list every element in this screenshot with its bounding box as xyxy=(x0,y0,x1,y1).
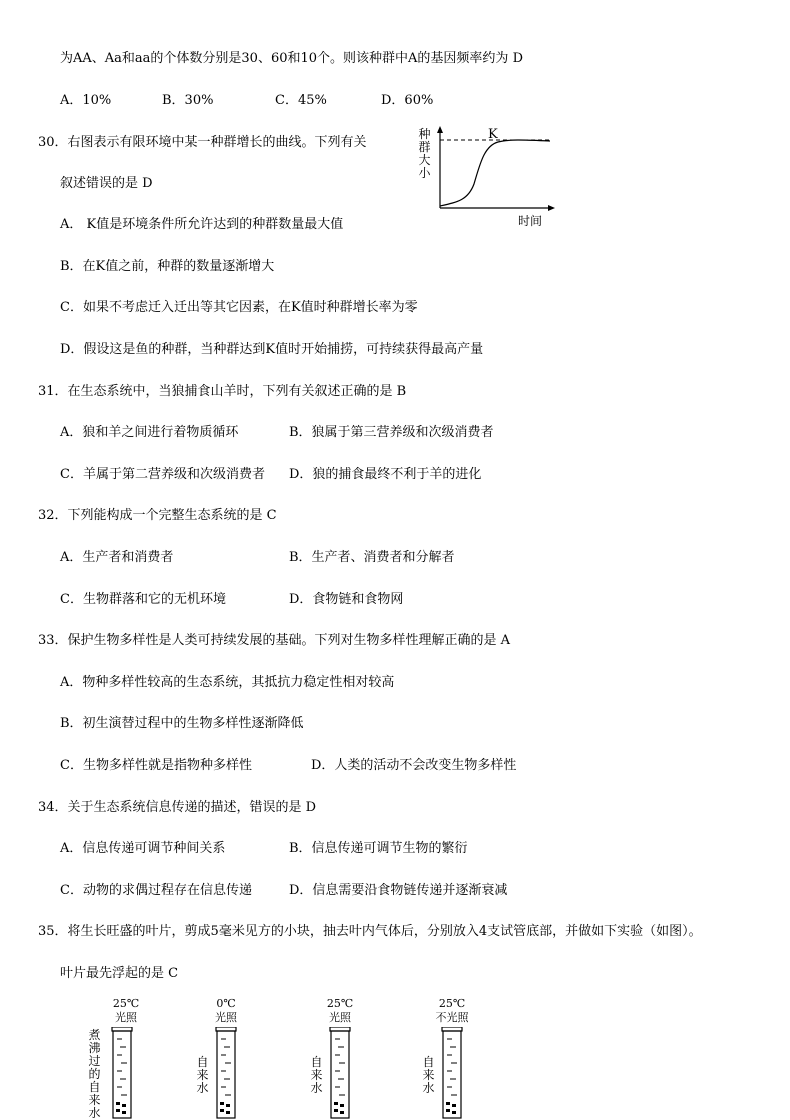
q32-option-a: A．生产者和消费者 xyxy=(60,550,174,565)
tube-1 xyxy=(88,996,148,1119)
q30-option-c: C．如果不考虑迁入迁出等其它因素，在K值时种群增长率为零 xyxy=(60,300,418,315)
tube-1-light: 光照 xyxy=(115,1011,137,1024)
tube-2-water-char-3: 水 xyxy=(196,1081,209,1095)
tube-3-water-char-1: 自 xyxy=(310,1055,323,1069)
q32-option-c: C．生物群落和它的无机环境 xyxy=(60,592,226,607)
q31-option-d: D．狼的捕食最终不利于羊的进化 xyxy=(289,467,482,482)
tube-4-water-char-2: 来 xyxy=(422,1068,435,1082)
tube-2-glass xyxy=(212,1027,240,1119)
tube-4-light: 不光照 xyxy=(435,1011,469,1024)
q30-option-d: D．假设这是鱼的种群，当种群达到K值时开始捕捞，可持续获得最高产量 xyxy=(60,342,484,357)
tube-3-water-char-3: 水 xyxy=(310,1081,323,1095)
tube-1-temp: 25℃ xyxy=(112,997,140,1010)
q33-option-a: A．物种多样性较高的生态系统，其抵抗力稳定性相对较高 xyxy=(60,675,395,690)
tube-1-water-char-4: 的 xyxy=(88,1067,101,1081)
q31-option-a: A．狼和羊之间进行着物质循环 xyxy=(60,425,239,440)
tube-3-light: 光照 xyxy=(329,1011,351,1024)
q31-option-b: B．狼属于第三营养级和次级消费者 xyxy=(289,425,494,440)
tube-4-water-char-1: 自 xyxy=(422,1055,435,1069)
q30-stem-line1: 30．右图表示有限环境中某一种群增长的曲线。下列有关 xyxy=(38,135,367,150)
q34-stem: 34．关于生态系统信息传递的描述，错误的是 D xyxy=(38,800,317,815)
q29-option-c: C．45% xyxy=(275,93,327,108)
q32-stem: 32．下列能构成一个完整生态系统的是 C xyxy=(38,508,277,523)
tube-3-glass xyxy=(326,1027,354,1119)
test-tubes-figure xyxy=(0,996,790,1119)
tube-2 xyxy=(196,996,256,1119)
tube-1-water-char-5: 自 xyxy=(88,1080,101,1094)
q29-option-a: A．10% xyxy=(60,93,112,108)
s-curve xyxy=(440,140,550,206)
tube-1-water-char-7: 水 xyxy=(88,1106,101,1120)
q30-option-a: A． K值是环境条件所允许达到的种群数量最大值 xyxy=(60,217,344,232)
y-label-char-2: 群 xyxy=(418,140,431,154)
q31-option-c: C．羊属于第二营养级和次级消费者 xyxy=(60,467,265,482)
q30-stem-line2: 叙述错误的是 D xyxy=(60,176,153,191)
q32-option-d: D．食物链和食物网 xyxy=(289,592,404,607)
tube-4-temp: 25℃ xyxy=(438,997,466,1010)
tube-2-water-char-2: 来 xyxy=(196,1068,209,1082)
tube-1-glass xyxy=(108,1027,136,1119)
q34-option-b: B．信息传递可调节生物的繁衍 xyxy=(289,841,468,856)
q34-option-a: A．信息传递可调节种间关系 xyxy=(60,841,226,856)
q35-stem-line2: 叶片最先浮起的是 C xyxy=(60,966,179,981)
tube-4-water-char-3: 水 xyxy=(422,1081,435,1095)
k-label: K xyxy=(488,127,498,142)
y-axis-arrow xyxy=(437,126,443,133)
tube-3-water-char-2: 来 xyxy=(310,1068,323,1082)
y-label-char-4: 小 xyxy=(418,166,431,180)
q30-option-b: B．在K值之前，种群的数量逐渐增大 xyxy=(60,259,275,274)
tube-1-water-char-1: 煮 xyxy=(88,1028,101,1042)
y-label-char-3: 大 xyxy=(418,153,431,167)
tube-3-temp: 25℃ xyxy=(326,997,354,1010)
q29-option-d: D．60% xyxy=(381,93,434,108)
tube-4 xyxy=(422,996,482,1119)
q32-option-b: B．生产者、消费者和分解者 xyxy=(289,550,455,565)
growth-curve-figure xyxy=(418,124,558,228)
q33-stem: 33．保护生物多样性是人类可持续发展的基础。下列对生物多样性理解正确的是 A xyxy=(38,633,511,648)
q33-option-c: C．生物多样性就是指物种多样性 xyxy=(60,758,252,773)
q33-option-d: D．人类的活动不会改变生物多样性 xyxy=(311,758,517,773)
tube-3 xyxy=(310,996,370,1119)
tube-1-water-char-2: 沸 xyxy=(88,1041,101,1055)
y-label-char-1: 种 xyxy=(418,127,431,141)
tube-2-temp: 0℃ xyxy=(216,997,236,1010)
tube-1-water-char-3: 过 xyxy=(88,1054,101,1068)
q33-option-b: B．初生演替过程中的生物多样性逐渐降低 xyxy=(60,716,304,731)
x-label: 时间 xyxy=(518,214,543,228)
tube-1-water-char-6: 来 xyxy=(88,1093,101,1107)
q34-option-c: C．动物的求偶过程存在信息传递 xyxy=(60,883,252,898)
x-axis-arrow xyxy=(548,205,555,211)
tube-2-water-char-1: 自 xyxy=(196,1055,209,1069)
q34-option-d: D．信息需要沿食物链传递并逐渐衰减 xyxy=(289,883,508,898)
q29-line: 为AA、Aa和aa的个体数分别是30、60和10个。则该种群中A的基因频率约为 D xyxy=(60,51,523,66)
q29-option-b: B．30% xyxy=(162,93,214,108)
tube-2-light: 光照 xyxy=(215,1011,237,1024)
tube-4-glass xyxy=(438,1027,466,1119)
q31-stem: 31．在生态系统中，当狼捕食山羊时，下列有关叙述正确的是 B xyxy=(38,384,407,399)
q35-stem-line1: 35．将生长旺盛的叶片，剪成5毫米见方的小块，抽去叶内气体后，分别放入4支试管底部，并做如下实验（如图）。 xyxy=(38,924,702,939)
